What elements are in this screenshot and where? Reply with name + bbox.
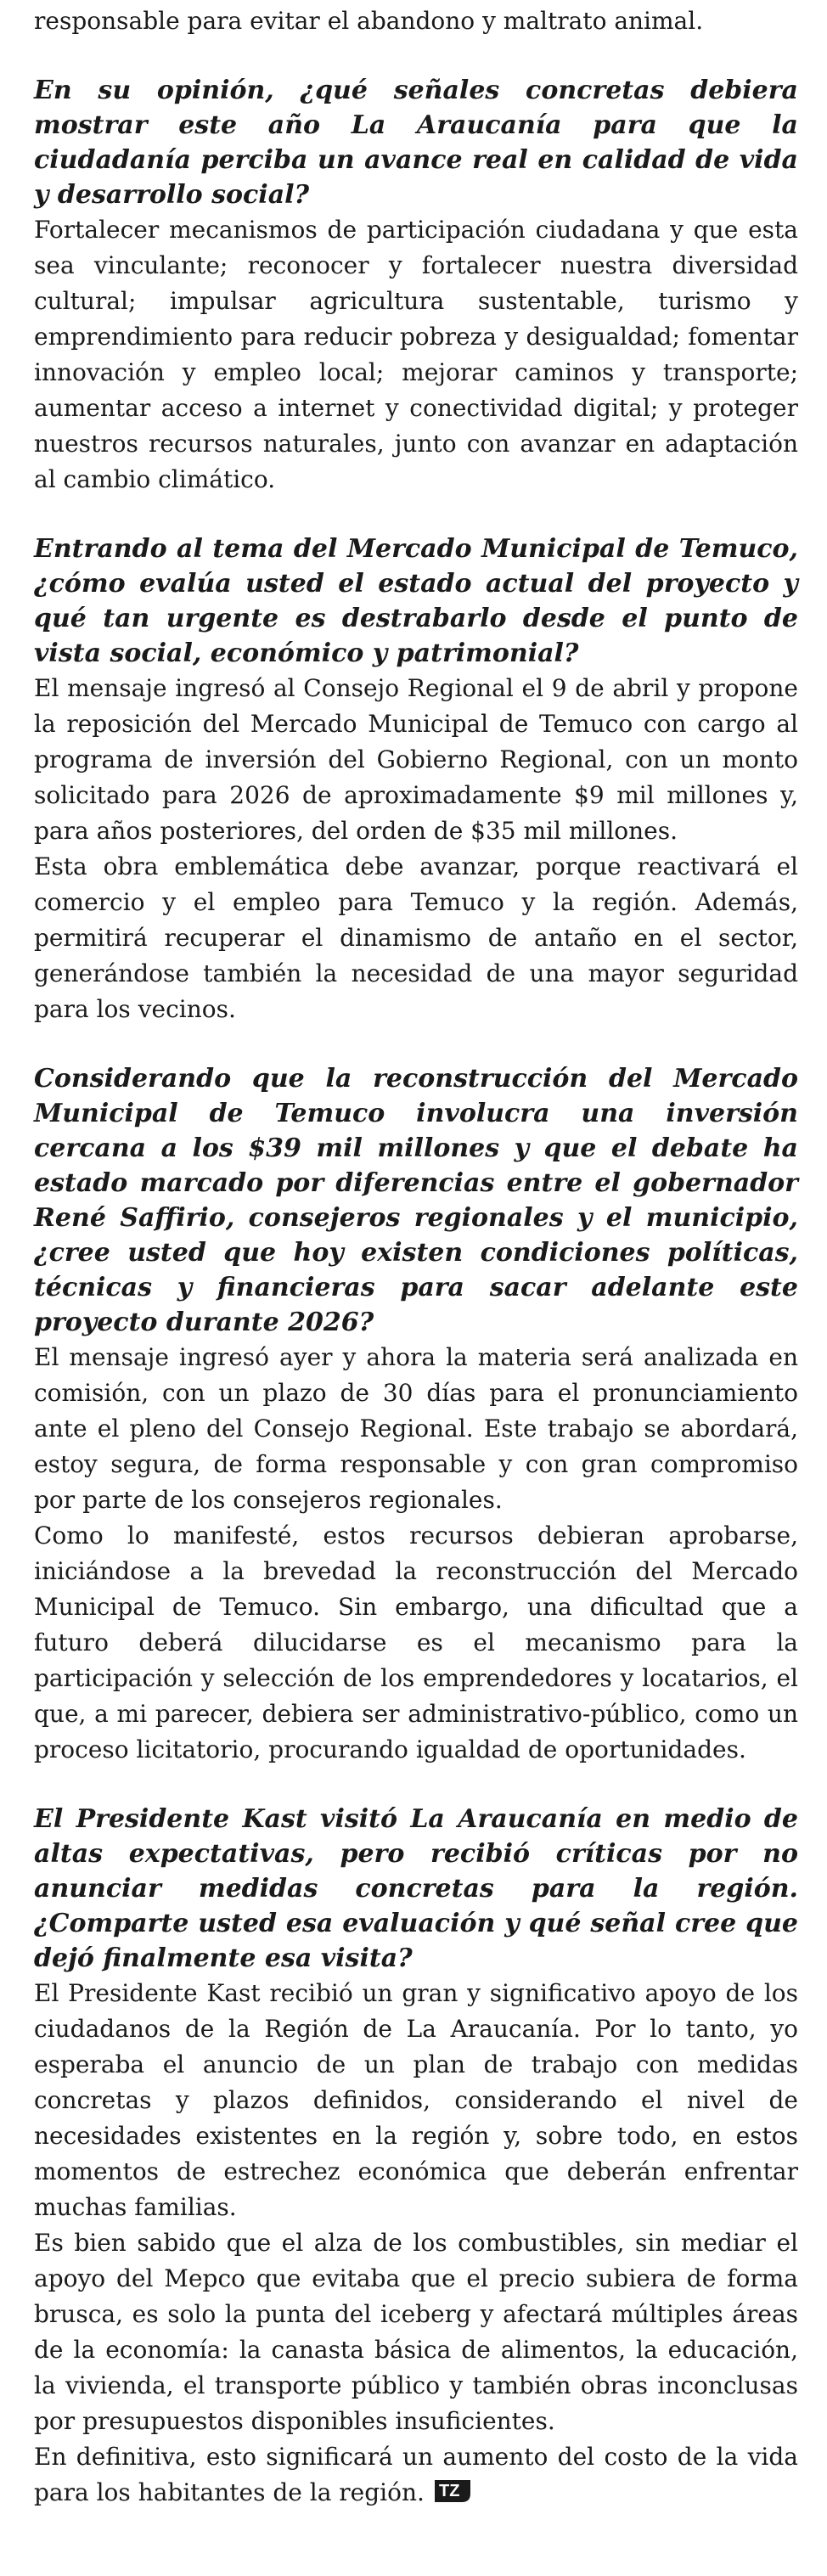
section-gap bbox=[34, 1768, 798, 1802]
qa-section-2 bbox=[34, 532, 798, 1027]
article-column bbox=[34, 0, 798, 2514]
answer-3-paragraph-2: Como lo manifesté, estos recursos debieran aprobarse, iniciándose a la brevedad la reconstrucción del Mercado Municipal de Temuco. Sin embargo, una dificultad que a futuro deberá dilucidarse es el mecanismo para la participación y selección de los emprendedores y locatarios, el que, a mi parecer, debiera ser administrativo-público, como un proceso licitatorio, procurando igualdad de oportunidades. bbox=[34, 1521, 798, 1763]
answer-3-paragraph-1: El mensaje ingresó ayer y ahora la materia será analizada en comisión, con un plazo de 30 días para el pronunciamiento ante el pleno del Consejo Regional. Este trabajo se abordará, estoy segura, de forma responsable y con gran compromiso por parte de los consejeros regionales. bbox=[34, 1343, 798, 1514]
question-4: El Presidente Kast visitó La Araucanía en medio de altas expectativas, pero recibió críticas por no anunciar medidas concretas para la región. ¿Comparte usted esa evaluación y qué señal cree que dejó finalmente esa visita? bbox=[34, 1804, 798, 1973]
question-2: Entrando al tema del Mercado Municipal de Temuco, ¿cómo evalúa usted el estado actual del proyecto y qué tan urgente es destrabarlo desde el punto de vista social, económico y patrimonial? bbox=[34, 534, 798, 668]
question-3: Considerando que la reconstrucción del Mercado Municipal de Temuco involucra una inversión cercana a los $39 mil millones y que el debate ha estado marcado por diferencias entre el gobernador René Saffirio, consejeros regionales y el municipio, ¿cree usted que hoy existen condiciones políticas, técnicas y financieras para sacar adelante este proyecto durante 2026? bbox=[34, 1064, 798, 1337]
qa-section-3 bbox=[34, 1061, 798, 1768]
closing-paragraph bbox=[34, 2439, 798, 2514]
qa-section-4 bbox=[34, 1802, 798, 2514]
intro-paragraph: responsable para evitar el abandono y maltrato animal. bbox=[34, 7, 704, 35]
tz-end-mark-icon bbox=[433, 2477, 472, 2514]
question-1: En su opinión, ¿qué señales concretas debiera mostrar este año La Araucanía para que la ciudadanía perciba un avance real en calidad de vida y desarrollo social? bbox=[34, 76, 798, 210]
answer-1-paragraph-1: Fortalecer mecanismos de participación ciudadana y que esta sea vinculante; reconocer y fortalecer nuestra diversidad cultural; impulsar agricultura sustentable, turismo y emprendimiento para reducir pobreza y desigualdad; fomentar innovación y empleo local; mejorar caminos y transporte; aumentar acceso a internet y conectividad digital; y proteger nuestros recursos naturales, junto con avanzar en adaptación al cambio climático. bbox=[34, 216, 798, 493]
section-gap bbox=[34, 498, 798, 532]
section-gap bbox=[34, 39, 798, 73]
answer-4-paragraph-1: El Presidente Kast recibió un gran y significativo apoyo de los ciudadanos de la Región de La Araucanía. Por lo tanto, yo esperaba el anuncio de un plan de trabajo con medidas concretas y plazos definidos, considerando el nivel de necesidades existentes en la región y, sobre todo, en estos momentos de estrechez económica que deberán enfrentar muchas familias. bbox=[34, 1979, 798, 2221]
end-mark-label: TZ bbox=[438, 2482, 460, 2500]
qa-section-1 bbox=[34, 73, 798, 498]
answer-2-paragraph-1: El mensaje ingresó al Consejo Regional el 9 de abril y propone la reposición del Mercado Municipal de Temuco con cargo al programa de inversión del Gobierno Regional, con un monto solicitado para 2026 de aproximadamente $9 mil millones y, para años posteriores, del orden de $35 mil millones. bbox=[34, 674, 798, 845]
closing-text: En definitiva, esto significará un aumento del costo de la vida para los habitantes de la región. bbox=[34, 2443, 798, 2506]
answer-4-paragraph-2: Es bien sabido que el alza de los combustibles, sin mediar el apoyo del Mepco que evitaba que el precio subiera de forma brusca, es solo la punta del iceberg y afectará múltiples áreas de la economía: la canasta básica de alimentos, la educación, la vivienda, el transporte público y también obras inconclusas por presupuestos disponibles insuficientes. bbox=[34, 2229, 798, 2435]
answer-2-paragraph-2: Esta obra emblemática debe avanzar, porque reactivará el comercio y el empleo para Temuco y la región. Además, permitirá recuperar el dinamismo de antaño en el sector, generándose también la necesidad de una mayor seguridad para los vecinos. bbox=[34, 852, 798, 1023]
section-gap bbox=[34, 1027, 798, 1061]
